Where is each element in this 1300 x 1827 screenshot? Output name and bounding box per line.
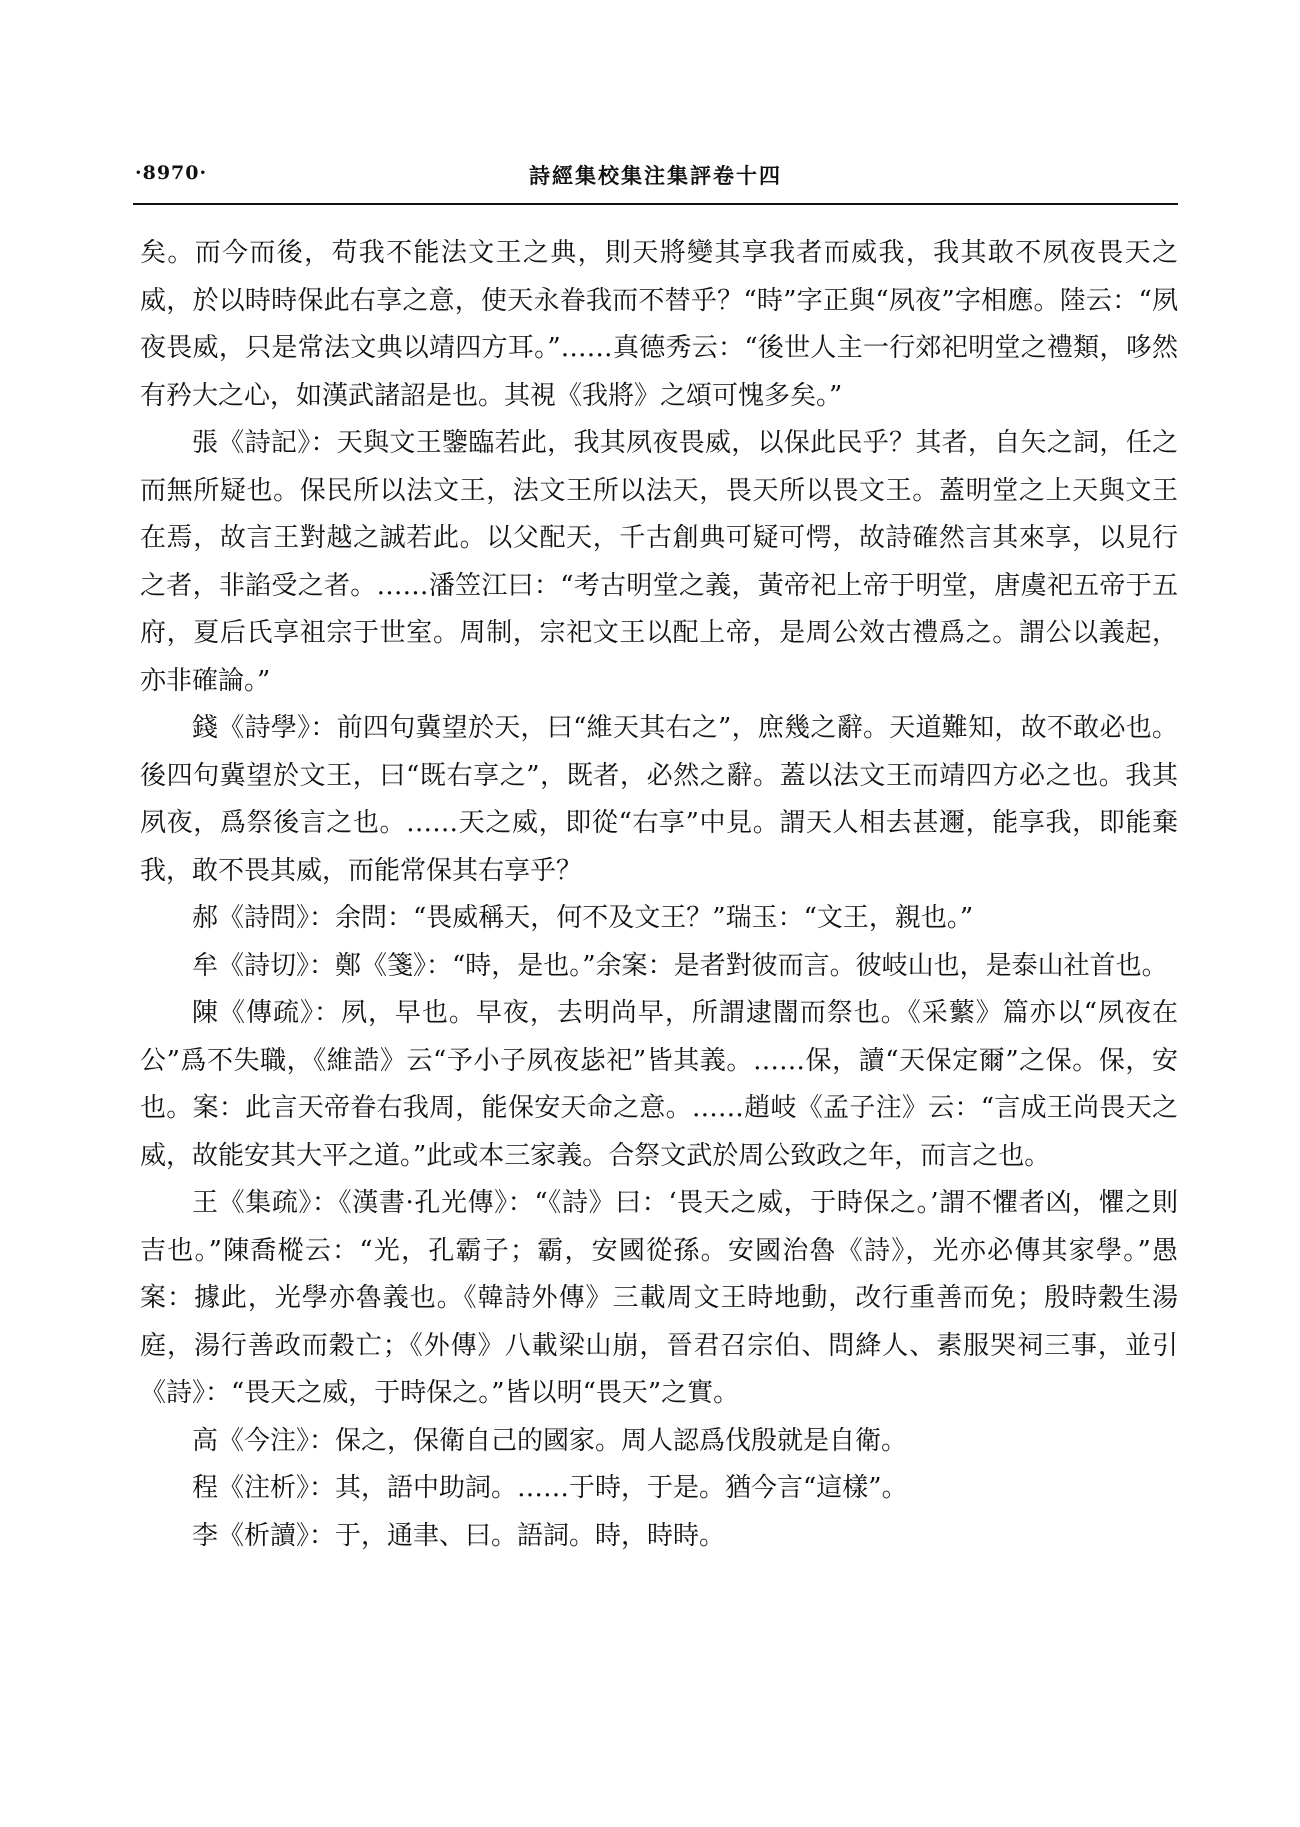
paragraph-chen-chuanshu: 陳《傳疏》：夙，早也。早夜，去明尚早，所謂逮闇而祭也。《采蘩》篇亦以“夙夜在公”爲不失職，《維誥》云“予小子夙夜毖祀”皆其義。……保，讀“天保定爾”之保。保，安也。案：此言天帝眷右我周，能保安天命之意。……趙岐《孟子注》云：“言成王尚畏天之威，故能安其大平之道。”此或本三家義。合祭文武於周公致政之年，而言之也。	[140, 998, 1178, 1171]
paragraph-wang-jishu: 王《集疏》：《漢書·孔光傳》：“《詩》曰：‘畏天之威，于時保之。’謂不懼者凶，懼之則吉也。”陳喬樅云：“光，孔霸子；霸，安國從孫。安國治魯《詩》，光亦必傳其家學。”愚案：據此，光學亦魯義也。《韓詩外傳》三載周文王時地動，改行重善而免；殷時穀生湯庭，湯行善政而穀亡；《外傳》八載梁山崩，晉君召宗伯、問絳人、素服哭祠三事，並引《詩》：“畏天之威，于時保之。”皆以明“畏天”之實。	[140, 1188, 1178, 1408]
paragraph-continuation: 矣。而今而後，苟我不能法文王之典，則天將變其享我者而威我，我其敢不夙夜畏天之威，於以時時保此右享之意，使天永眷我而不替乎？“時”字正與“夙夜”字相應。陸云：“夙夜畏威，只是常法文典以靖四方耳。”……真德秀云：“後世人主一行郊祀明堂之禮類，哆然有矜大之心，如漢武諸詔是也。其視《我將》之頌可愧多矣。”	[140, 238, 1178, 411]
paragraph-mou-shiqie: 牟《詩切》：鄭《箋》：“時，是也。”余案：是者對彼而言。彼岐山也，是泰山社首也。	[192, 950, 1168, 981]
paragraph-qian-shixue: 錢《詩學》：前四句冀望於天，曰“維天其右之”，庶幾之辭。天道難知，故不敢必也。後四句冀望於文王，曰“既右享之”，既者，必然之辭。蓋以法文王而靖四方必之也。我其夙夜，爲祭後言之也。……天之威，即從“右享”中見。謂天人相去甚邇，能享我，即能棄我，敢不畏其威，而能常保其右享乎？	[140, 713, 1178, 886]
page-header	[133, 160, 1178, 196]
paragraph-zhang-shiji: 張《詩記》：天與文王鑒臨若此，我其夙夜畏威，以保此民乎？其者，自矢之詞，任之而無所疑也。保民所以法文王，法文王所以法天，畏天所以畏文王。蓋明堂之上天與文王在焉，故言王對越之誠若此。以父配天，千古創典可疑可愕，故詩確然言其來享，以見行之者，非諂受之者。……潘笠江曰：“考古明堂之義，黃帝祀上帝于明堂，唐虞祀五帝于五府，夏后氏享祖宗于世室。周制，宗祀文王以配上帝，是周公效古禮爲之。謂公以義起，亦非確論。”	[140, 428, 1178, 696]
header-rule	[133, 203, 1178, 205]
paragraph-li-xidu: 李《析讀》：于，通聿、曰。語詞。時，時時。	[192, 1520, 726, 1551]
paragraph-hao-shiwen: 郝《詩問》：余問：“畏威稱天，何不及文王？”瑞玉：“文王，親也。”	[192, 903, 974, 933]
running-title: 詩經集校集注集評卷十四	[529, 163, 782, 188]
paragraph-cheng-zhuxi: 程《注析》：其，語中助詞。……于時，于是。猶今言“這樣”。	[192, 1473, 908, 1503]
paragraph-gao-jinzhu: 高《今注》：保之，保衛自己的國家。周人認爲伐殷就是自衛。	[192, 1425, 908, 1456]
page-number: ·8970·	[135, 162, 208, 184]
body-text	[140, 230, 1178, 1560]
